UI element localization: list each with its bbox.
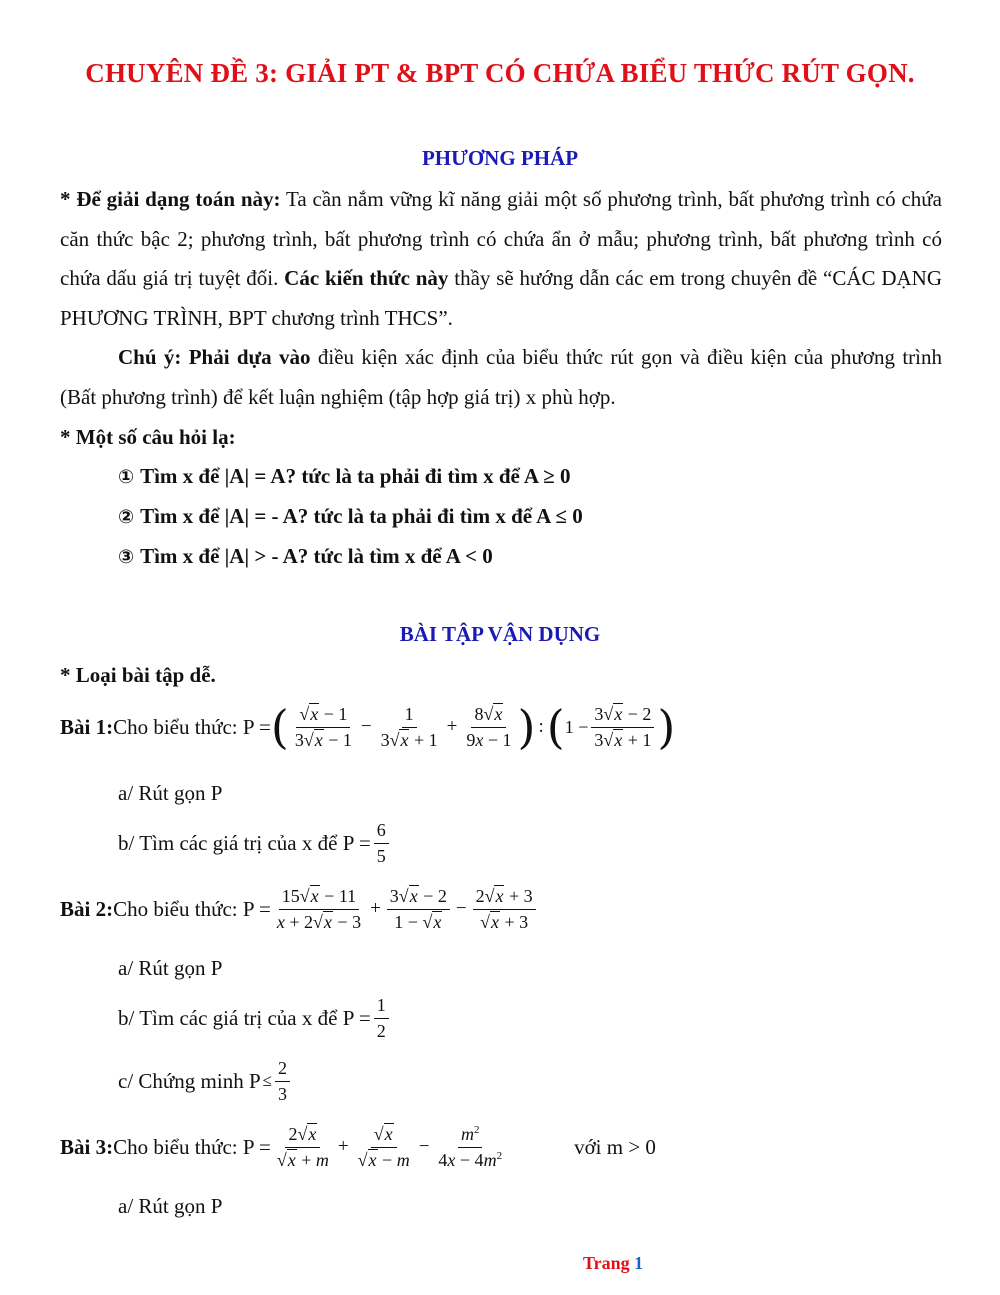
exercise-3-part-a: a/ Rút gọn P — [118, 1194, 223, 1218]
exercise-3-statement — [60, 1124, 656, 1170]
exercise-1-statement — [60, 700, 676, 755]
exercise-2-part-c-text: c/ Chứng minh P — [118, 1068, 261, 1093]
note-bold: Chú ý: Phải dựa vào — [118, 345, 311, 369]
exercise-2-part-a: a/ Rút gọn P — [118, 956, 223, 980]
question-item — [118, 544, 493, 569]
question-text: Tìm x để |A| = A? tức là ta phải đi tìm x để A ≥ 0 — [140, 464, 571, 488]
question-item — [118, 464, 570, 489]
exercise-2-part-c — [118, 1058, 293, 1104]
exercise-3-formula: $\frac{2√x}{√x + m}$ + $\frac{√x}{√x - m}$ − $\frac{m^2}{4x - 4m^2}$ — [276, 1124, 503, 1170]
fraction: $\frac{2}{3}$ — [275, 1058, 290, 1104]
question-text: Tìm x để |A| = - A? tức là ta phải đi tìm x để A ≤ 0 — [140, 504, 583, 528]
fraction: $\frac{1}{2}$ — [374, 995, 389, 1041]
page-title: CHUYÊN ĐỀ 3: GIẢI PT & BPT CÓ CHỨA BIỂU THỨC RÚT GỌN. — [85, 58, 915, 88]
exercise-2-statement — [60, 886, 539, 932]
easy-exercises-heading: * Loại bài tập dễ. — [60, 663, 216, 687]
note-text: điều kiện xác định của biểu thức rút gọn và điều kiện của phương trình (Bất phương trình) để kết luận nghiệm (tập hợp giá trị) x phù hợp. — [60, 345, 943, 409]
exercises-heading: BÀI TẬP VẬN DỤNG — [399, 622, 601, 646]
note-paragraph — [60, 338, 942, 417]
exercise-1-part-a: a/ Rút gọn P — [118, 781, 223, 805]
intro-bold-2: Các kiến thức này — [284, 266, 449, 290]
method-intro-paragraph — [60, 180, 942, 338]
exercise-1-lead: Cho biểu thức: P = — [113, 714, 271, 739]
circled-three-icon: ③ — [118, 546, 135, 568]
exercise-1-label: Bài 1: — [60, 714, 114, 739]
circled-one-icon: ① — [118, 466, 135, 488]
footer-page-number: 1 — [634, 1253, 644, 1273]
exercise-1-formula: ( $\frac{√x - 1}{3√x - 1}$ − $\frac{1}{3√x + 1}$ + $\frac{8√x}{9x - 1}$ ) : ( 1 − $\frac{3√x - 2}{3√x + 1}$ ) — [270, 700, 676, 755]
exercise-1-part-b-text: b/ Tìm các giá trị của x để P = — [118, 830, 371, 855]
exercise-3-condition: với m > 0 — [574, 1134, 656, 1159]
fraction: $\frac{6}{5}$ — [374, 820, 389, 866]
exercise-2-lead: Cho biểu thức: P = — [113, 896, 271, 921]
page-footer — [583, 1253, 643, 1274]
strange-questions-heading: * Một số câu hỏi lạ: — [60, 425, 236, 449]
less-equal-icon: ≤ — [262, 1071, 272, 1091]
circled-two-icon: ② — [118, 506, 135, 528]
intro-text: Ta cần nắm vững kĩ năng giải một số phương trình, bất phương trình có chứa căn thức bậc 2; phương trình, bất phương trình có chứa ẩn ở mẫu; phương trình, bất phương trình có chứa dấu giá trị tuyệt đối. — [60, 187, 943, 290]
intro-text-2: thầy sẽ hướng dẫn các em trong chuyên đề “CÁC DẠNG PHƯƠNG TRÌNH, BPT chương trình THCS”. — [60, 266, 942, 330]
intro-bold: * Để giải dạng toán này: — [60, 187, 281, 211]
exercise-2-label: Bài 2: — [60, 896, 114, 921]
exercise-3-label: Bài 3: — [60, 1134, 114, 1159]
exercise-1-part-b — [118, 820, 392, 866]
question-item — [118, 504, 583, 529]
method-heading: PHƯƠNG PHÁP — [421, 146, 579, 170]
exercise-2-part-b-text: b/ Tìm các giá trị của x để P = — [118, 1005, 371, 1030]
question-text: Tìm x để |A| > - A? tức là tìm x để A < 0 — [140, 544, 493, 568]
exercise-2-part-b — [118, 995, 392, 1041]
exercise-2-formula: $\frac{15√x - 11}{x + 2√x - 3}$ + $\frac{3√x - 2}{1 - √x}$ − $\frac{2√x + 3}{√x + 3}$ — [271, 886, 539, 932]
exercise-3-lead: Cho biểu thức: P = — [113, 1134, 271, 1159]
footer-label: Trang — [583, 1253, 630, 1273]
